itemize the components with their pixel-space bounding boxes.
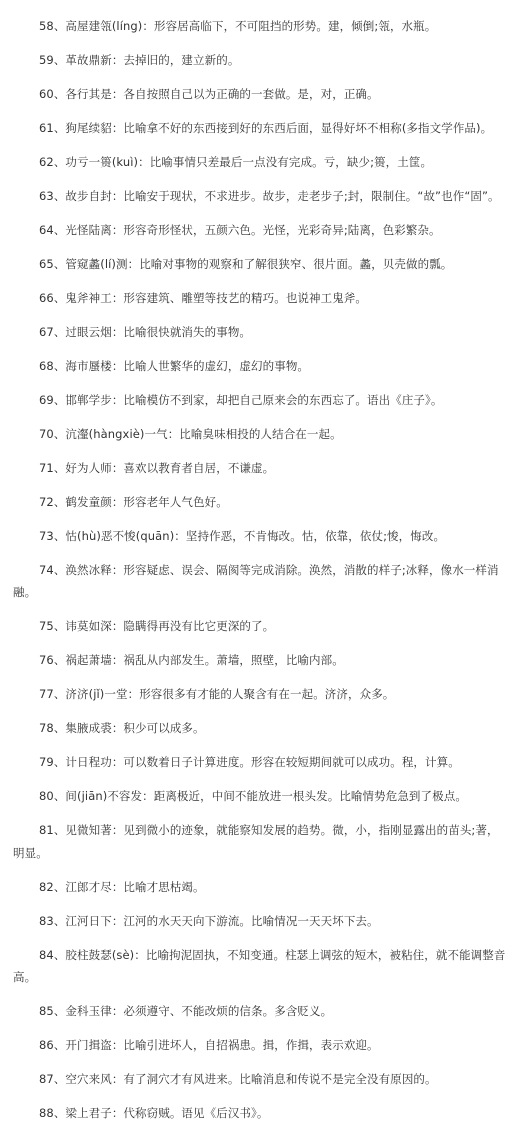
list-item: 82、江郎才尽：比喻才思枯竭。 <box>39 879 205 894</box>
list-item: 64、光怪陆离：形容奇形怪状，五颜六色。光怪，光彩奇异;陆离，色彩繁杂。 <box>39 222 441 237</box>
list-item: 85、金科玉律：必须遵守、不能改烦的信条。多含贬义。 <box>39 1004 333 1018</box>
list-item: 79、计日程功：可以数着日子计算进度。形容在较短期间就可以成功。程，计算。 <box>39 755 460 769</box>
list-item: 71、好为人师：喜欢以教育者自居，不谦虚。 <box>39 460 275 475</box>
list-item: 62、功亏一篑(kuì)：比喻事情只差最后一点没有完成。亏，缺少;篑，土筐。 <box>39 154 433 169</box>
list-item: 78、集腋成裘：积少可以成多。 <box>39 721 205 735</box>
list-item: 67、过眼云烟：比喻很快就消失的事物。 <box>39 324 252 339</box>
list-item: 84、胶柱鼓瑟(sè)：比喻拘泥固执，不知变通。柱瑟上调弦的短木，被粘住，就不能调整音高。 <box>13 947 506 984</box>
list-item: 77、济济(jǐ)一堂：形容很多有才能的人聚含有在一起。济济，众多。 <box>39 687 395 701</box>
list-item: 76、祸起萧墙：祸乱从内部发生。萧墙，照壁，比喻内部。 <box>39 653 344 667</box>
list-item: 80、间(jiān)不容发：距离极近，中间不能放进一根头发。比喻情势危急到了极点。 <box>39 789 467 803</box>
list-item: 81、见微知著：见到微小的迹象，就能察知发展的趋势。微，小，指刚显露出的苗头;著，明显。 <box>13 823 499 860</box>
list-item: 61、狗尾续貂：比喻拿不好的东西接到好的东西后面，显得好坏不相称(多指文学作品)。 <box>39 120 493 135</box>
list-item: 73、怙(hù)恶不悛(quān)：坚持作恶，不肯悔改。怙，依靠，依仗;悛，悔改。 <box>39 528 446 543</box>
list-item: 63、故步自封：比喻安于现状，不求进步。故步，走老步子;封，限制住。“故”也作“固”。 <box>39 188 500 203</box>
list-item: 68、海市蜃楼：比喻人世繁华的虚幻，虚幻的事物。 <box>39 358 310 373</box>
list-item: 87、空穴来风：有了洞穴才有风进来。比喻消息和传说不是完全没有原因的。 <box>39 1072 437 1086</box>
list-item: 75、讳莫如深：隐瞒得再没有比它更深的了。 <box>39 619 275 633</box>
list-item: 69、邯郸学步：比喻模仿不到家，却把自己原来会的东西忘了。语出《庄子》。 <box>39 392 443 407</box>
list-item: 88、梁上君子：代称窃贼。语见《后汉书》。 <box>39 1106 269 1120</box>
list-item: 65、管窥蠡(lí)测：比喻对事物的观察和了解很狭窄、很片面。蠡，贝壳做的瓢。 <box>39 256 453 271</box>
list-item: 60、各行其是：各自按照自己以为正确的一套做。是，对，正确。 <box>39 86 379 101</box>
list-item: 66、鬼斧神工：形容建筑、雕塑等技艺的精巧。也说神工鬼斧。 <box>39 290 368 305</box>
list-item: 59、革故鼎新：去掉旧的，建立新的。 <box>39 52 240 67</box>
list-item: 58、高屋建瓴(líng)：形容居高临下，不可阻挡的形势。建，倾倒;瓴，水瓶。 <box>39 18 437 33</box>
list-item: 74、涣然冰释：形容疑虑、误会、隔阂等完成消除。涣然，消散的样子;冰释，像水一样消融。 <box>13 562 499 599</box>
list-item: 83、江河日下：江河的水天天向下游流。比喻情况一天天坏下去。 <box>39 913 379 928</box>
list-item: 72、鹤发童颜：形容老年人气色好。 <box>39 494 228 509</box>
list-item: 86、开门揖盗：比喻引进坏人，自招祸患。揖，作揖，表示欢迎。 <box>39 1038 379 1052</box>
list-item: 70、沆瀣(hàngxiè)一气：比喻臭味相投的人结合在一起。 <box>39 426 342 441</box>
